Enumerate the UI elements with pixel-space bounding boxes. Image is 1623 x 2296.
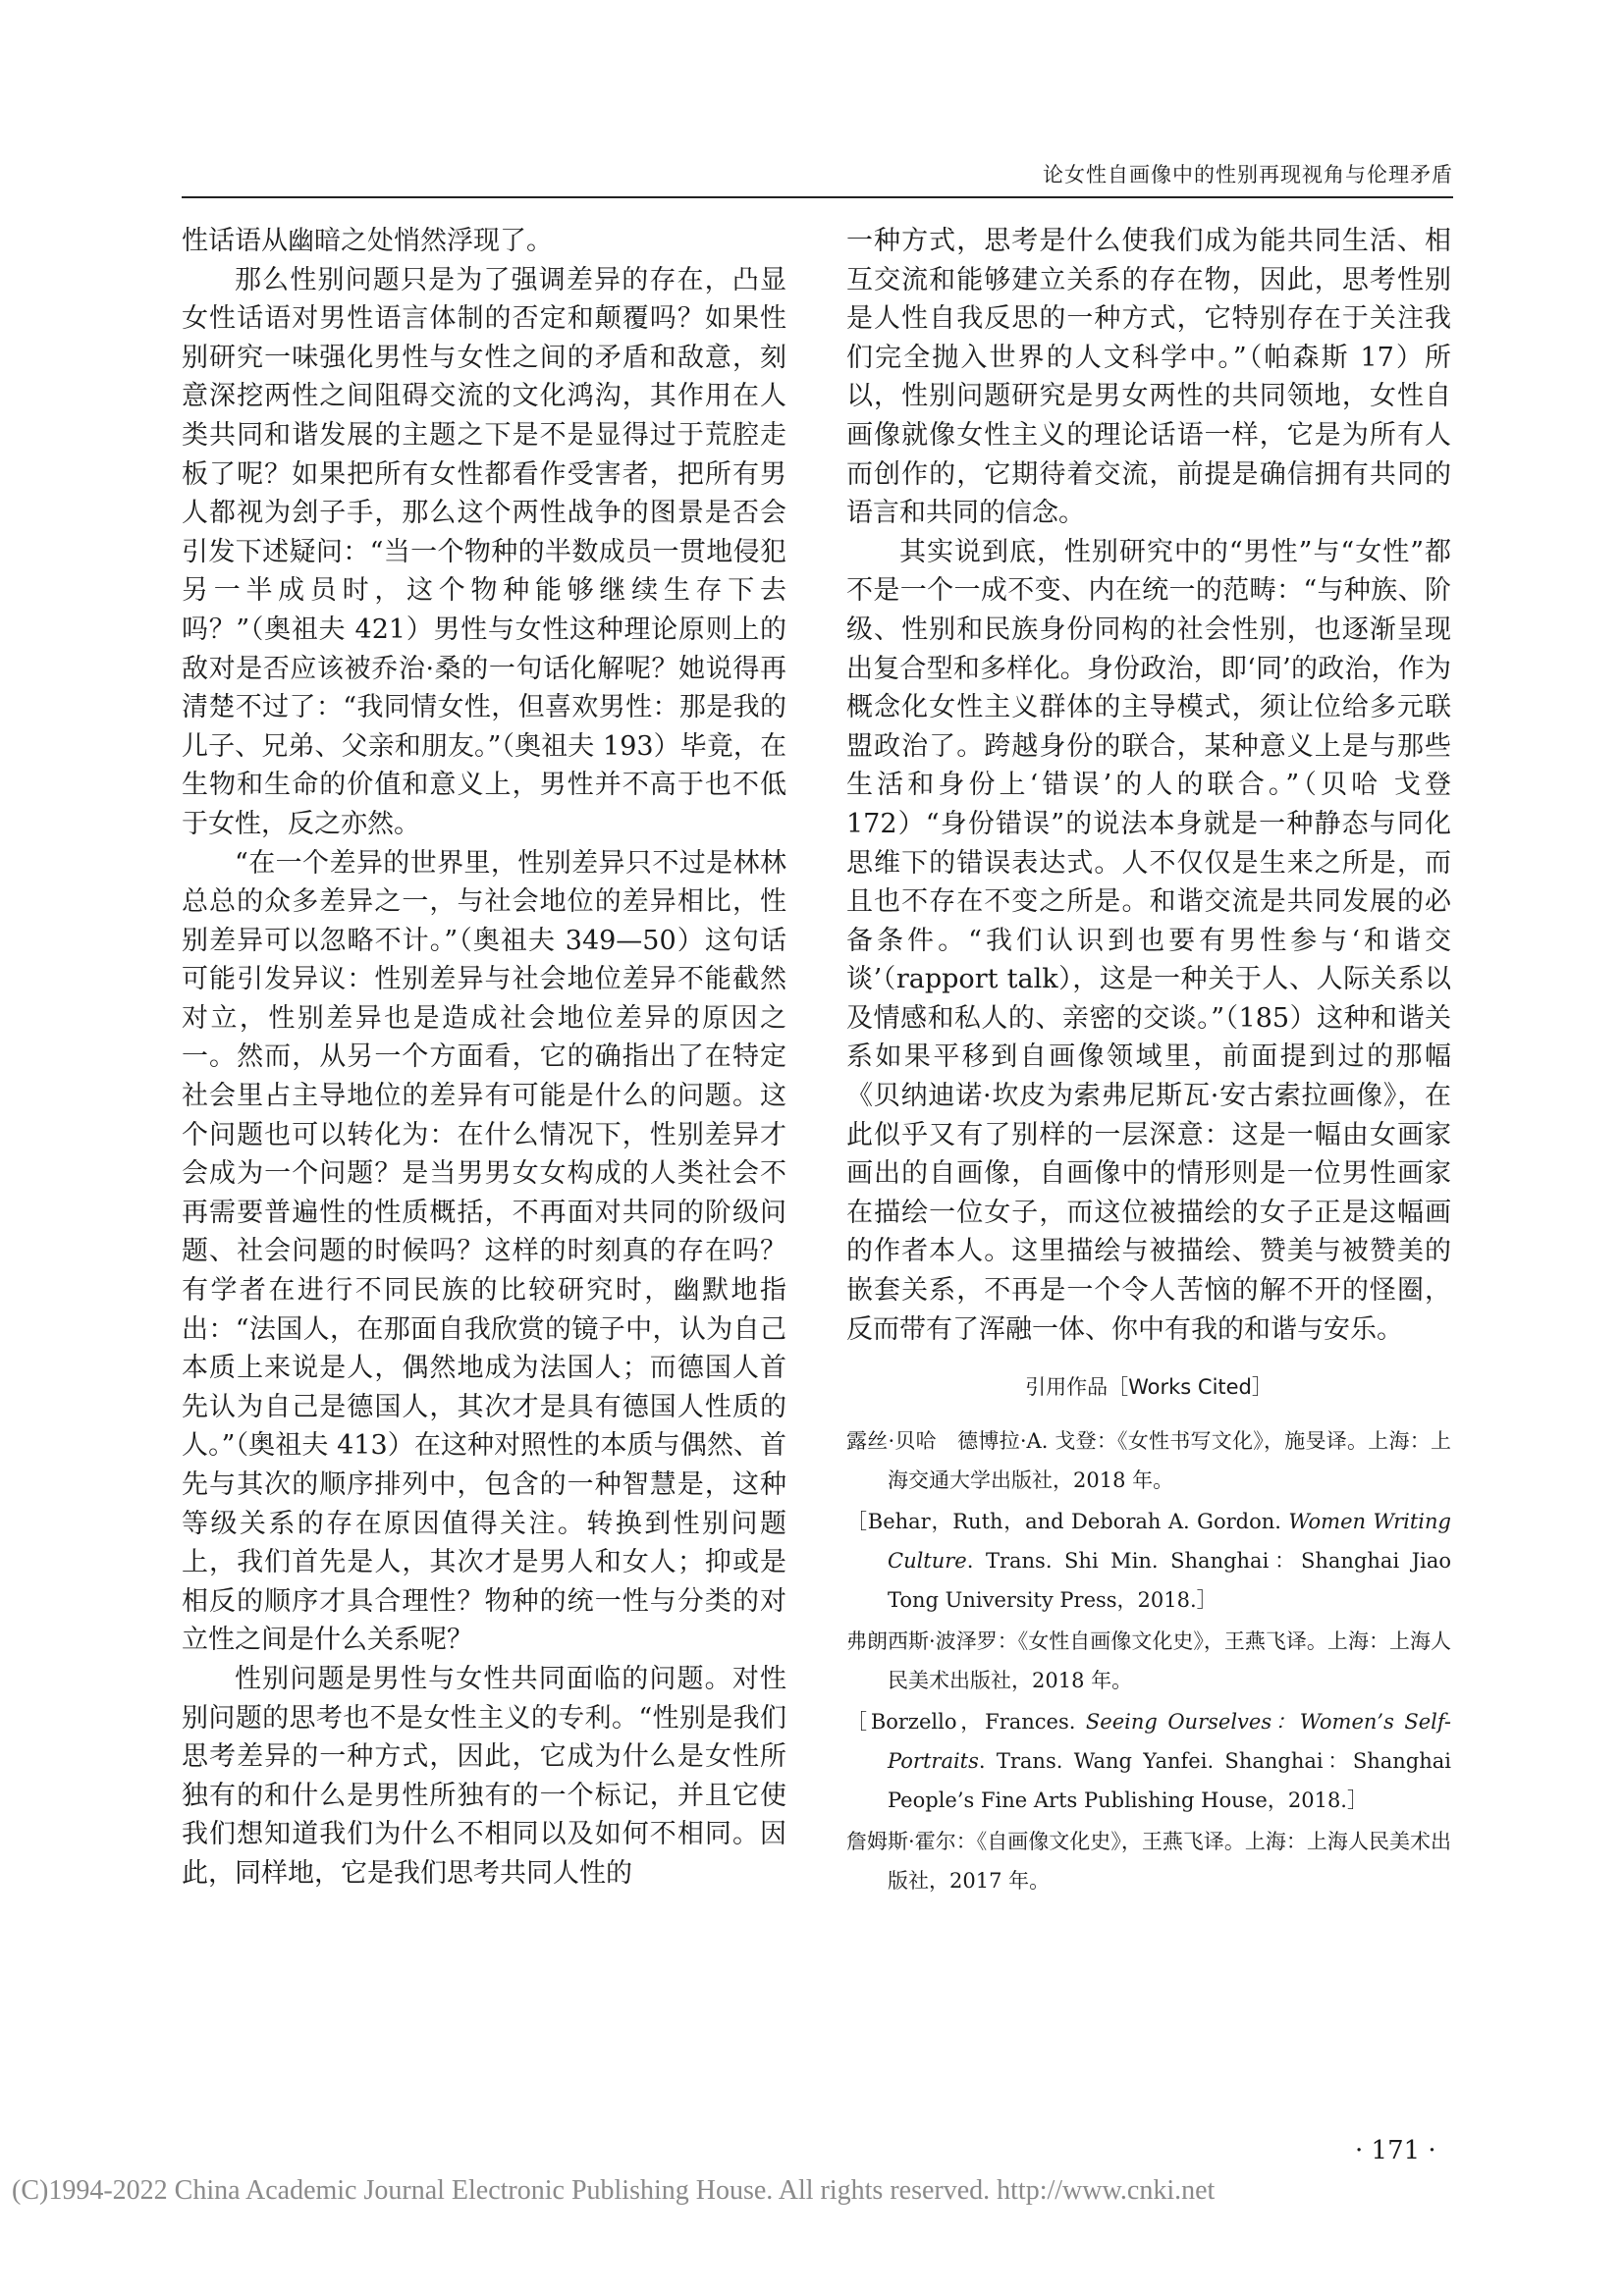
works-cited-heading: 引用作品［Works Cited］ [1025,1375,1272,1400]
paragraph: “在一个差异的世界里，性别差异只不过是林林总总的众多差异之一，与社会地位的差异相比，性别差异可以忽略不计。”（奥祖夫 349—50）这句话可能引发异议：性别差异与社会地位差异不能截然对立，性别差异也是造成社会地位差异的原因之一。然而，从另一个方面看，它的确指出了在特定社会里占主导地位的差异有可能是什么的问题。这个问题也可以转化为：在什么情况下，性别差异才会成为一个问题？是当男男女女构成的人类社会不再需要普遍性的性质概括，不再面对共同的阶级问题、社会问题的时候吗？这样的时刻真的存在吗？有学者在进行不同民族的比较研究时，幽默地指出：“法国人，在那面自我欣赏的镜子中，认为自己本质上来说是人，偶然地成为法国人；而德国人首先认为自己是德国人，其次才是具有德国人性质的人。”（奥祖夫 413）在这种对照性的本质与偶然、首先与其次的顺序排列中，包含的一种智慧是，这种等级关系的存在原因值得关注。转换到性别问题上，我们首先是人，其次才是男人和女人；抑或是相反的顺序才具合理性？物种的统一性与分类的对立性之间是什么关系呢？ [182,847,786,1656]
reference-entry [846,1702,1451,1820]
left-column [182,222,786,1894]
reference-title: Women Writing Culture [888,1510,1451,1574]
paragraph: 那么性别问题只是为了强调差异的存在，凸显女性话语对男性语言体制的否定和颠覆吗？如果性别研究一味强化男性与女性之间的矛盾和敌意，刻意深挖两性之间阻碍交流的文化鸿沟，其作用在人类共同和谐发展的主题之下是不是显得过于荒腔走板了呢？如果把所有女性都看作受害者，把所有男人都视为刽子手，那么这个两性战争的图景是否会引发下述疑问：“当一个物种的半数成员一贯地侵犯另一半成员时，这个物种能够继续生存下去吗？”（奥祖夫 421）男性与女性这种理论原则上的敌对是否应该被乔治·桑的一句话化解呢？她说得再清楚不过了：“我同情女性，但喜欢男性：那是我的儿子、兄弟、父亲和朋友。”（奥祖夫 193）毕竟，在生物和生命的价值和意义上，男性并不高于也不低于女性，反之亦然。 [182,264,786,839]
reference-suffix: . Trans. Wang Yanfei. Shanghai：Shanghai People’s Fine Arts Publishing House，2018.］ [888,1749,1451,1813]
paragraph: 性别问题是男性与女性共同面临的问题。对性别问题的思考也不是女性主义的专利。“性别是我们思考差异的一种方式，因此，它成为什么是女性所独有的和什么是男性所独有的一个标记，并且它使我们想知道我们为什么不相同以及如何不相同。因此，同样地，它是我们思考共同人性的 [182,1663,786,1889]
paragraph: 其实说到底，性别研究中的“男性”与“女性”都不是一个一成不变、内在统一的范畴：“与种族、阶级、性别和民族身份同构的社会性别，也逐渐呈现出复合型和多样化。身份政治，即‘同’的政治，作为概念化女性主义群体的主导模式，须让位给多元联盟政治了。跨越身份的联合，某种意义上是与那些生活和身份上‘错误’的人的联合。”（贝哈 戈登 172）“身份错误”的说法本身就是一种静态与同化思维下的错误表达式。人不仅仅是生来之所是，而且也不存在不变之所是。和谐交流是共同发展的必备条件。“我们认识到也要有男性参与‘和谐交谈’（rapport talk），这是一种关于人、人际关系以及情感和私人的、亲密的交谈。”（185）这种和谐关系如果平移到自画像领域里，前面提到过的那幅《贝纳迪诺·坎皮为索弗尼斯瓦·安古索拉画像》，在此似乎又有了别样的一层深意：这是一幅由女画家画出的自画像，自画像中的情形则是一位男性画家在描绘一位女子，而这位被描绘的女子正是这幅画的作者本人。这里描绘与被描绘、赞美与被赞美的嵌套关系，不再是一个令人苦恼的解不开的怪圈，反而带有了浑融一体、你中有我的和谐与安乐。 [846,536,1451,1345]
header-rule [182,196,1453,198]
paragraph: 一种方式，思考是什么使我们成为能共同生活、相互交流和能够建立关系的存在物，因此，思考性别是人性自我反思的一种方式，它特别存在于关注我们完全抛入世界的人文科学中。”（帕森斯 17）所以，性别问题研究是男女两性的共同领地，女性自画像就像女性主义的理论话语一样，它是为所有人而创作的，它期待着交流，前提是确信拥有共同的语言和共同的信念。 [846,226,1451,529]
copyright-watermark: (C)1994-2022 China Academic Journal Electronic Publishing House. All rights reserved. http://www.cnki.net [12,2175,1216,2206]
running-title: 论女性自画像中的性别再现视角与伦理矛盾 [1043,163,1453,187]
reference-entry [846,1502,1451,1620]
reference-suffix: . Trans. Shi Min. Shanghai：Shanghai Jiao Tong University Press，2018.］ [888,1549,1451,1613]
paragraph: 性话语从幽暗之处悄然浮现了。 [182,226,553,256]
reference-entry: 露丝·贝哈 德博拉·A. 戈登：《女性书写文化》，施旻译。上海：上海交通大学出版社，2018 年。 [846,1429,1451,1493]
reference-prefix: ［Behar，Ruth，and Deborah A. Gordon. [846,1510,1289,1534]
reference-prefix: ［Borzello，Frances. [846,1710,1086,1735]
right-column [846,222,1451,1902]
reference-title: Seeing Ourselves：Women’s Self-Portraits [888,1710,1451,1774]
reference-entry: 弗朗西斯·波泽罗：《女性自画像文化史》，王燕飞译。上海：上海人民美术出版社，2018 年。 [846,1629,1451,1693]
reference-entry: 詹姆斯·霍尔：《自画像文化史》，王燕飞译。上海：上海人民美术出版社，2017 年。 [846,1830,1451,1894]
page-number: · 171 · [1355,2136,1436,2165]
